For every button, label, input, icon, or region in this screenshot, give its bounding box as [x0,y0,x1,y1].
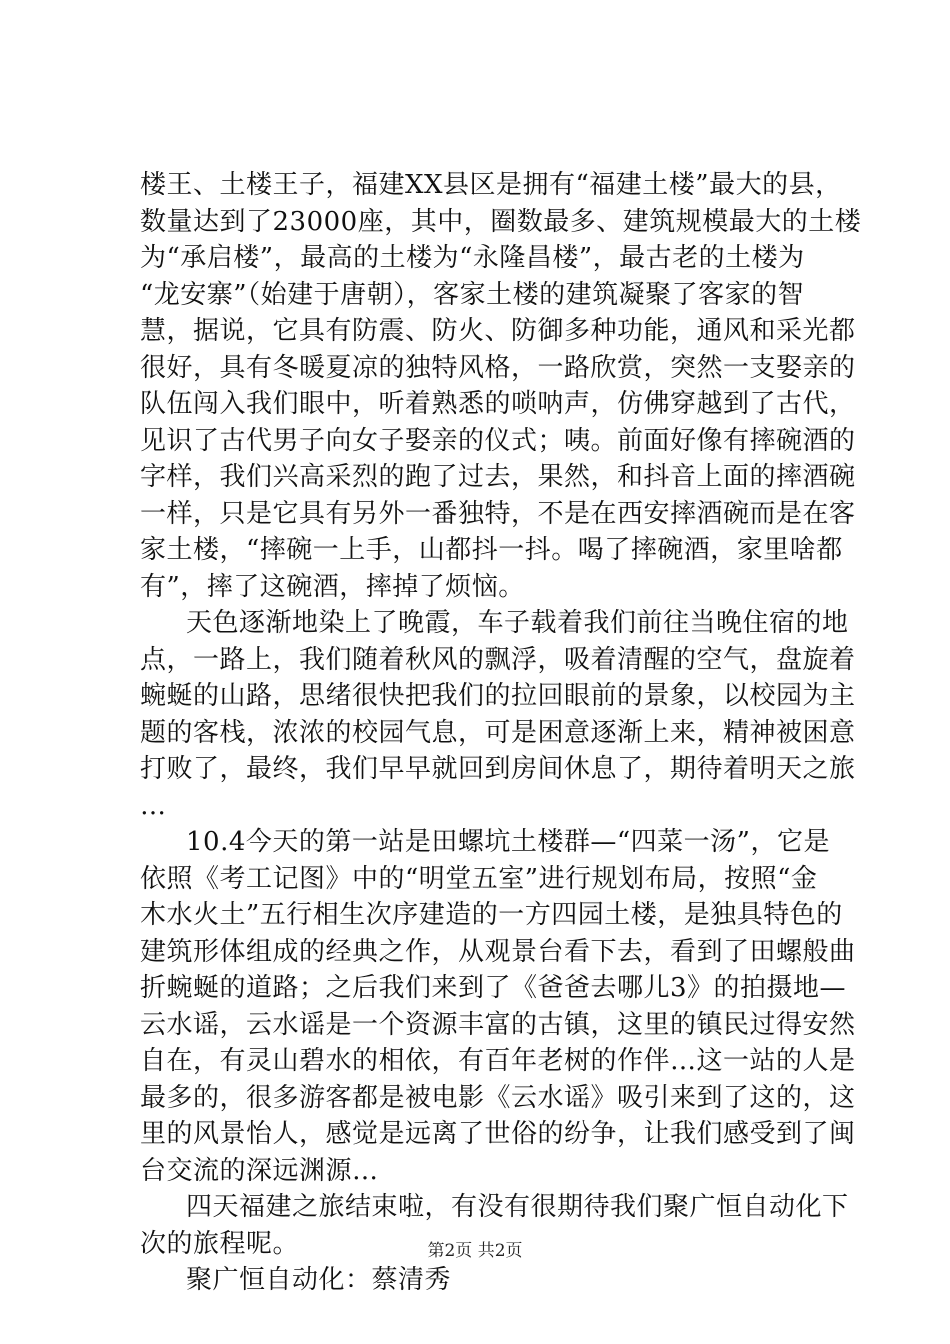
text-line: 点，一路上，我们随着秋风的飘浮，吸着清醒的空气，盘旋着 [140,644,856,675]
text-line: 云水谣，云水谣是一个资源丰富的古镇，这里的镇民过得安然 [140,1009,856,1040]
text-line: 建筑形体组成的经典之作，从观景台看下去，看到了田螺般曲 [140,936,856,967]
text-line: 字样，我们兴高采烈的跑了过去，果然，和抖音上面的摔酒碗 [140,462,856,492]
text-line: 最多的，很多游客都是被电影《云水谣》吸引来到了这的，这 [140,1082,856,1113]
text-line: 折蜿蜒的道路；之后我们来到了《爸爸去哪儿3》的拍摄地— [140,973,847,1003]
text-line: 次的旅程呢。 [140,1228,300,1259]
text-line: 家土楼，“摔碗一上手，山都抖一抖。喝了摔碗酒，家里啥都 [140,535,843,565]
text-line: 自在，有灵山碧水的相依，有百年老树的作伴…这一站的人是 [140,1046,856,1076]
text-line: 10.4今天的第一站是田螺坑土楼群—“四菜一汤”，它是 [186,827,830,857]
text-line: 题的客栈，浓浓的校园气息，可是困意逐渐上来，精神被困意 [140,717,856,748]
document-body [140,167,862,1299]
text-line: 聚广恒自动化：蔡清秀 [186,1265,452,1295]
text-line: 四天福建之旅结束啦，有没有很期待我们聚广恒自动化下 [186,1192,849,1222]
text-line: 见识了古代男子向女子娶亲的仪式；咦。前面好像有摔碗酒的 [140,425,856,456]
text-line: 一样，只是它具有另外一番独特，不是在西安摔酒碗而是在客 [140,498,856,529]
text-line: 台交流的深远渊源… [140,1155,379,1186]
text-line: 为“承启楼”，最高的土楼为“永隆昌楼”，最古老的土楼为 [140,243,805,273]
page-footer: 第2页 共2页 [427,1241,523,1261]
text-line: … [140,790,167,821]
text-line: 队伍闯入我们眼中，听着熟悉的唢呐声，仿佛穿越到了古代， [140,389,856,419]
text-line: 蜿蜒的山路，思绪很快把我们的拉回眼前的景象，以校园为主 [140,681,856,711]
text-line: 依照《考工记图》中的“明堂五室”进行规划布局，按照“金 [140,863,818,894]
text-line: 数量达到了23000座，其中，圈数最多、建筑规模最大的土楼 [140,206,862,237]
text-line: “龙安寨”（始建于唐朝），客家土楼的建筑凝聚了客家的智 [140,279,805,310]
text-line: 木水火土”五行相生次序建造的一方四园土楼，是独具特色的 [140,900,843,930]
text-line: 有”，摔了这碗酒，摔掉了烦恼。 [140,571,525,602]
text-line: 天色逐渐地染上了晚霞，车子载着我们前往当晚住宿的地 [186,608,849,638]
text-line: 很好，具有冬暖夏凉的独特风格，一路欣赏，突然一支娶亲的 [140,352,856,383]
text-line: 打败了，最终，我们早早就回到房间休息了，期待着明天之旅 [140,754,856,784]
text-line: 里的风景怡人，感觉是远离了世俗的纷争，让我们感受到了闽 [140,1119,856,1149]
text-line: 慧，据说，它具有防震、防火、防御多种功能，通风和采光都 [140,316,856,346]
text-line: 楼王、土楼王子，福建XX县区是拥有“福建土楼”最大的县， [140,170,842,200]
